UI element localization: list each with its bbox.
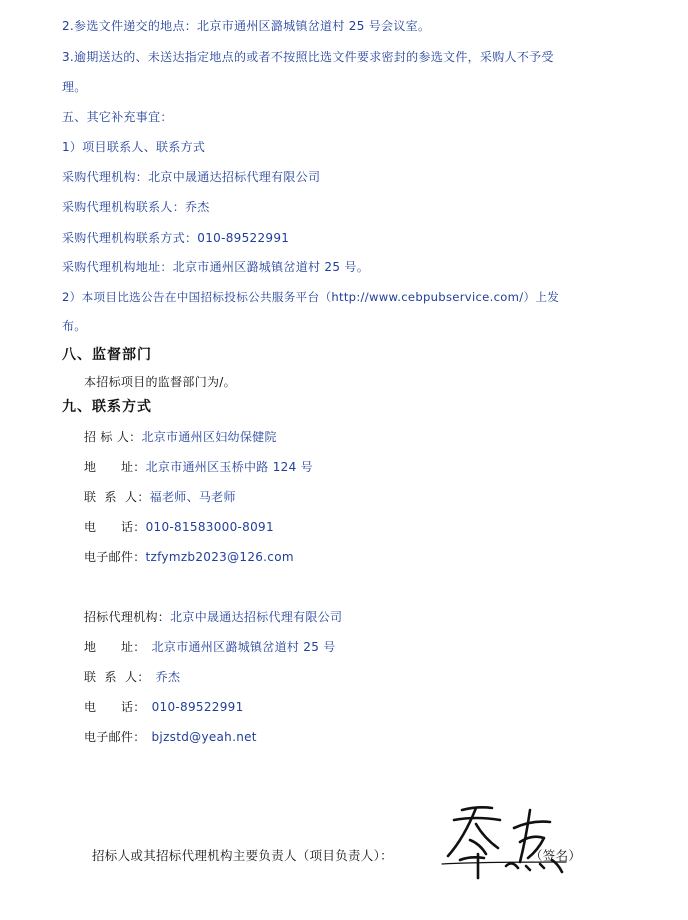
agency2-email-label: 电子邮件： [84, 730, 146, 744]
agency2-contact-label: 联 系 人： [84, 670, 150, 684]
agency2-name-row [84, 610, 342, 624]
agency2-address-label: 地 址： [84, 640, 146, 654]
tenderer-contact-row [84, 490, 236, 504]
agency2-phone: 010-89522991 [151, 700, 244, 714]
agency-address: 采购代理机构地址：北京市通州区潞城镇岔道村 25 号。 [62, 260, 370, 274]
tenderer-name-row [84, 430, 277, 444]
tenderer-email: tzfymzb2023@126.com [145, 550, 294, 564]
tenderer-email-row [84, 550, 294, 564]
late-submission-line2: 理。 [62, 80, 87, 94]
agency2-contact-row [84, 670, 180, 684]
agency2-name-label: 招标代理机构： [84, 610, 171, 624]
submission-location: 2.参选文件递交的地点：北京市通州区潞城镇岔道村 25 号会议室。 [62, 19, 431, 33]
agency-contact: 采购代理机构联系人：乔杰 [62, 200, 210, 214]
section5-title: 五、其它补充事宜： [62, 110, 173, 124]
publish-notice-line1: 2）本项目比选公告在中国招标投标公共服务平台（http://www.cebpubservice.com/）上发 [62, 290, 560, 304]
agency2-phone-row [84, 700, 244, 714]
agency2-email: bjzstd@yeah.net [151, 730, 257, 744]
agency2-contact: 乔杰 [155, 670, 181, 684]
tenderer-contact: 福老师、马老师 [149, 490, 236, 504]
agency-name: 采购代理机构：北京中晟通达招标代理有限公司 [62, 170, 321, 184]
tenderer-contact-label: 联 系 人： [84, 490, 150, 504]
section9-title: 九、联系方式 [62, 399, 152, 415]
tenderer-phone-label: 电 话： [84, 520, 146, 534]
agency-phone: 采购代理机构联系方式：010-89522991 [62, 231, 290, 245]
section8-body: 本招标项目的监督部门为/。 [84, 375, 236, 389]
tenderer-name: 北京市通州区妇幼保健院 [141, 430, 277, 444]
tenderer-phone-row [84, 520, 274, 534]
agency2-address-row [84, 640, 336, 654]
tenderer-address-label: 地 址： [84, 460, 146, 474]
agency2-email-row [84, 730, 257, 744]
agency2-phone-label: 电 话： [84, 700, 146, 714]
section8-title: 八、监督部门 [62, 347, 152, 363]
tenderer-address-row [84, 460, 313, 474]
late-submission-line1: 3.逾期送达的、未送达指定地点的或者不按照比选文件要求密封的参选文件，采购人不予受 [62, 50, 554, 64]
tenderer-phone: 010-81583000-8091 [145, 520, 274, 534]
publish-notice-line2: 布。 [62, 319, 87, 333]
signature-suffix: （签名） [530, 848, 582, 863]
agency2-name: 北京中晟通达招标代理有限公司 [170, 610, 343, 624]
handwritten-signature [440, 798, 570, 894]
agency2-address: 北京市通州区潞城镇岔道村 25 号 [151, 640, 336, 654]
contact-subtitle: 1）项目联系人、联系方式 [62, 140, 206, 154]
tenderer-name-label: 招 标 人： [84, 430, 142, 444]
tenderer-address: 北京市通州区玉桥中路 124 号 [145, 460, 313, 474]
signature-label: 招标人或其招标代理机构主要负责人（项目负责人）： [92, 848, 393, 863]
tenderer-email-label: 电子邮件： [84, 550, 146, 564]
